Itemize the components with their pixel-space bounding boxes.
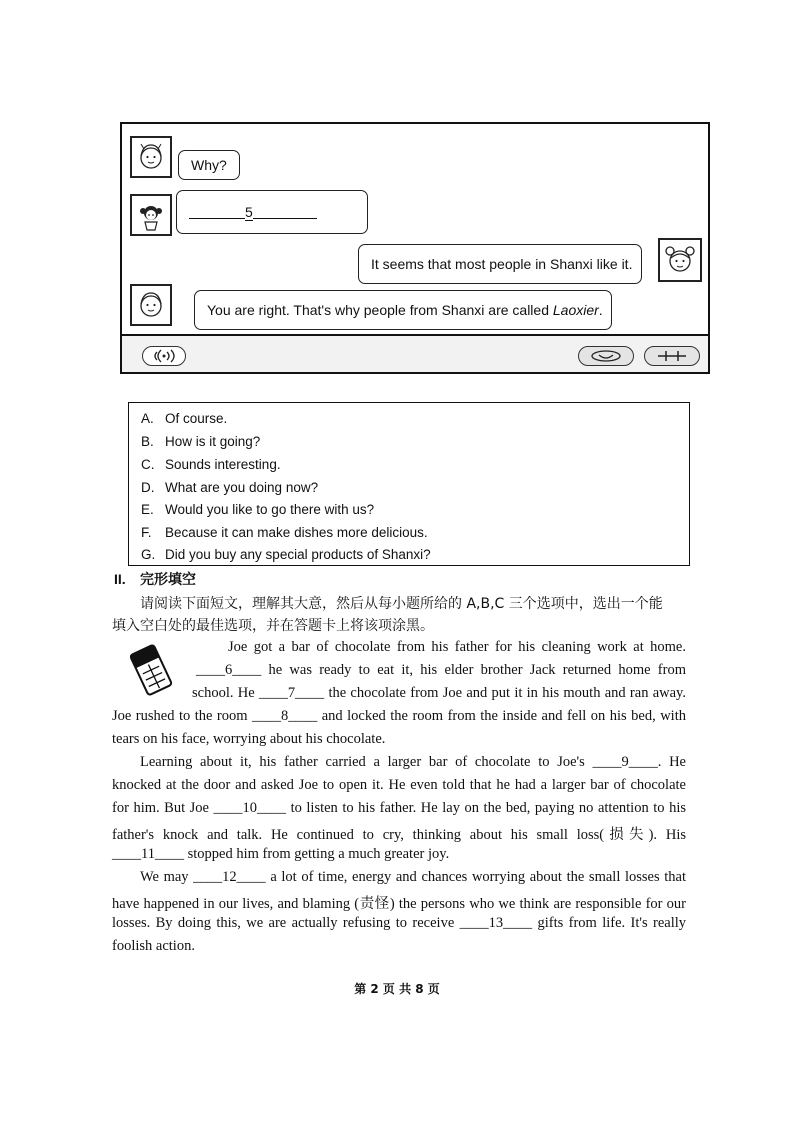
add-button[interactable] [644, 346, 700, 366]
girl-avatar-2 [130, 194, 172, 236]
girl-face-icon [134, 140, 168, 174]
passage-line: We may ____12____ a lot of time, energy and chances worrying about the small losses that [140, 869, 686, 885]
passage-line: losses. By doing this, we are actually refusing to receive ____13____ gifts from life. It's really [112, 915, 686, 931]
chocolate-bar-icon [128, 644, 174, 696]
instruction-line-1: 请阅读下面短文，理解其大意，然后从每小题所给的 A,B,C 三个选项中，选出一个能 [140, 596, 663, 612]
message-bubble-2 [176, 190, 368, 234]
passage-line: Learning about it, his father carried a larger bar of chocolate to Joe's ____9____. He [140, 754, 686, 770]
chat-toolbar [122, 334, 708, 372]
section-number: II. [114, 571, 126, 587]
option-letter: D. [141, 480, 155, 495]
option-letter: A. [141, 411, 154, 426]
passage-line: ____6____ he was ready to eat it, his elder brother Jack returned home from [196, 662, 686, 678]
answer-blank-left [189, 206, 245, 219]
passage-line: have happened in our lives, and blaming (责怪) the persons who we think are responsible for our [112, 896, 686, 912]
message-text-4-main: You are right. That's why people from Shanxi are called [207, 302, 553, 318]
option-text: Sounds interesting. [165, 457, 281, 472]
section-title [114, 569, 196, 589]
option-c [141, 457, 281, 472]
message-bubble-1 [178, 150, 240, 180]
girl-bun-icon [662, 242, 698, 278]
girl-avatar-1 [130, 136, 172, 178]
passage-line: father's knock and talk. He continued to cry, thinking about his small loss(损失). His [112, 827, 686, 843]
option-text: Would you like to go there with us? [165, 502, 375, 517]
instruction-line-2: 填入空白处的最佳选项，并在答题卡上将该项涂黑。 [112, 618, 434, 634]
option-a [141, 411, 227, 426]
chat-body [122, 124, 708, 334]
girl-avatar-4 [130, 284, 172, 326]
option-e [141, 502, 374, 517]
option-letter: G. [141, 547, 156, 562]
option-b [141, 434, 260, 449]
girl-avatar-3 [658, 238, 702, 282]
options-box [128, 402, 690, 566]
option-letter: B. [141, 434, 154, 449]
passage-line: ____11____ stopped him from getting a much greater joy. [112, 846, 450, 862]
chat-window [120, 122, 710, 374]
option-text: Did you buy any special products of Shanxi? [165, 547, 431, 562]
option-letter: E. [141, 502, 154, 517]
girl-face-icon-2 [134, 288, 168, 322]
smile-icon [586, 349, 626, 363]
message-text-4-italic: Laoxier [552, 302, 599, 318]
option-f [141, 525, 428, 540]
passage-line: Joe got a bar of chocolate from his father for his cleaning work at home. [228, 639, 686, 655]
passage-line: for him. But Joe ____10____ to listen to his father. He lay on the bed, paying no attention to his [112, 800, 686, 816]
passage-line: foolish action. [112, 938, 195, 954]
option-g [141, 547, 431, 562]
voice-wave-icon [149, 349, 179, 363]
message-bubble-4 [194, 290, 612, 330]
passage-line: Joe rushed to the room ____8____ and locked the room from the inside and fell on his bed, with [112, 708, 686, 724]
passage-line: tears on his face, worrying about his chocolate. [112, 731, 386, 747]
option-letter: C. [141, 457, 155, 472]
passage-line: school. He ____7____ the chocolate from Joe and put it in his mouth and ran away. [192, 685, 686, 701]
message-bubble-3 [358, 244, 642, 284]
emoji-button[interactable] [578, 346, 634, 366]
girl-pigtails-icon [134, 198, 168, 232]
option-text: Because it can make dishes more delicious. [165, 525, 428, 540]
message-text-4-end: . [598, 302, 603, 318]
voice-button[interactable] [142, 346, 186, 366]
option-d [141, 480, 318, 495]
option-text: Of course. [165, 411, 228, 426]
section-name: 完形填空 [140, 571, 196, 587]
plus-icon [652, 349, 692, 363]
passage-line: knocked at the door and asked Joe to open it. He even told that he had a larger bar of chocolate [112, 777, 686, 793]
message-text-4 [207, 302, 603, 318]
option-text: What are you doing now? [165, 480, 319, 495]
message-text-1: Why? [191, 157, 227, 173]
page-number: 第 2 页 共 8 页 [354, 982, 440, 996]
blank-number-5: 5 [245, 203, 253, 220]
answer-blank-right [253, 206, 317, 219]
option-text: How is it going? [165, 434, 261, 449]
message-text-3: It seems that most people in Shanxi like it. [371, 256, 633, 272]
option-letter: F. [141, 525, 152, 540]
